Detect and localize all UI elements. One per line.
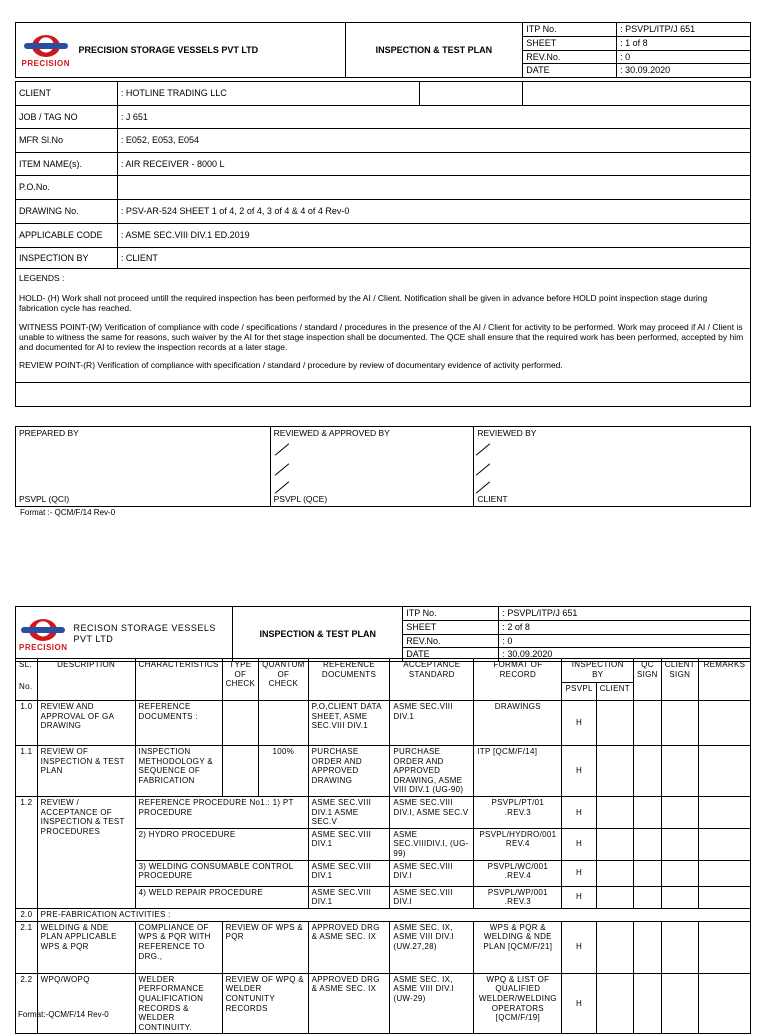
cell-acceptance: ASME SEC.VIII DIV.I [390,860,474,886]
cell-psvpl: H [562,921,596,973]
row-label: DRAWING No. [16,200,118,224]
cell-sl: 1.0 [16,701,38,746]
reviewed-approved-label: REVIEWED & APPROVED BY [273,428,390,438]
meta-label: SHEET [403,620,499,634]
cell-sl: 2.1 [16,921,38,973]
cell-acceptance: ASME SEC.VIIIDIV.I, (UG-99) [390,828,474,860]
meta-value: : PSVPL/ITP/J 651 [499,607,751,621]
prepared-by-label: PREPARED BY [19,428,79,438]
cell-acceptance: ASME SEC.VIII DIV.1 [390,701,474,746]
row-value: : AIR RECEIVER - 8000 L [117,153,750,176]
meta-value: : PSVPL/ITP/J 651 [617,23,751,37]
cell-characteristics: REFERENCE PROCEDURE No1.: 1) PT PROCEDURE [135,796,308,828]
cell-format: ITP [QCM/F/14] [474,746,562,797]
cell-characteristics: REFERENCE DOCUMENTS : [135,701,222,746]
row-value: : ASME SEC.VIII DIV.1 ED.2019 [117,224,750,248]
meta-value: : 1 of 8 [617,36,751,50]
cell-description: REVIEW OF INSPECTION & TEST PLAN [37,746,135,797]
table-row [16,701,751,746]
header-characteristics: CHARACTERISTICS [135,659,222,701]
legend-witness: WITNESS POINT-(W) Verification of compliance with code / specifications / standard / procedures in the presence of the AI / Client for activity to be performed. Work may proceed if AI / Client is unable to witness the same for reasons, such waiver by the AI for thet stage inspection shall be documented. The QCE shall ensure that the required work has been performed, accepted by him and documented for AI to review the inspection records at a later stage. [19,321,744,352]
cell-refdocs: ASME SEC.VIII DIV.1 ASME SEC.V [308,796,390,828]
row-label: INSPECTION BY [16,248,118,269]
header-quantum: QUANTUM OF CHECK [259,659,309,701]
cell-acceptance: ASME SEC.VIII DIV.I, ASME SEC.V [390,796,474,828]
header-sl-text: SL. [19,660,32,669]
row-label: P.O.No. [16,176,118,200]
meta-label: REV.No. [523,50,617,64]
header-psvpl: PSVPL [562,683,596,701]
cell-psvpl: H [562,860,596,886]
legends-title: LEGENDS : [19,273,65,283]
row-label: ITEM NAME(s). [16,153,118,176]
cell-refdocs: ASME SEC.VIII DIV.1 [308,860,390,886]
header-qc-sign: QC SIGN [633,659,661,701]
signature-mark [476,443,490,455]
cell-refdocs: P.O,CLIENT DATA SHEET, ASME SEC.VIII DIV.1 [308,701,390,746]
company-logo [16,607,71,662]
cell-refdocs: ASME SEC.VIII DIV.1 [308,828,390,860]
row-label: CLIENT [16,82,118,106]
sign-client: CLIENT [477,493,508,504]
logo-icon [21,619,65,641]
table-row [16,908,751,921]
cell-sl: 2.0 [16,908,38,921]
prepared-cell [16,427,271,507]
section-title: PRE-FABRICATION ACTIVITIES : [37,908,750,921]
brand-text: PRECISION [19,643,68,653]
cell-format: PSVPL/PT/01 .REV.3 [474,796,562,828]
cell-type [222,701,259,746]
header-acceptance: ACCEPTANCE STANDARD [390,659,474,701]
row-value: : CLIENT [117,248,750,269]
row-value: : HOTLINE TRADING LLC [117,82,419,106]
cell-sl: 1.2 [16,796,38,908]
reviewed-approved-cell [270,427,474,507]
header-remarks: REMARKS [698,659,750,701]
cell-acceptance: PURCHASE ORDER AND APPROVED DRAWING, ASME VIII DIV.1 (UG-90) [390,746,474,797]
cell-psvpl: H [562,973,596,1034]
cell-characteristics: COMPLIANCE OF WPS & PQR WITH REFERENCE TO DRG., [135,921,222,973]
row-value: : E052, E053, E054 [117,129,750,153]
cell-refdocs: APPROVED DRG & ASME SEC. IX [308,921,390,973]
row-label: JOB / TAG NO [16,106,118,129]
cell-refdocs: PURCHASE ORDER AND APPROVED DRAWING [308,746,390,797]
meta-value: : 0 [499,634,751,648]
cell-characteristics: 3) WELDING CONSUMABLE CONTROL PROCEDURE [135,860,308,886]
sign-qce: PSVPL (QCE) [273,493,328,504]
cell-sl: 1.1 [16,746,38,797]
row-value: : J 651 [117,106,750,129]
legends-box [16,269,751,383]
cell-format: WPQ & LIST OF QUALIFIED WELDER/WELDING OPERATORS [QCM/F/19] [474,973,562,1034]
table-row [16,746,751,797]
cell-acceptance: ASME SEC.VIII DIV.I [390,886,474,908]
meta-label: DATE [403,648,499,662]
meta-label: ITP No. [403,607,499,621]
signature-mark [476,463,490,475]
meta-label: SHEET [523,36,617,50]
cell-characteristics: WELDER PERFORMANCE QUALIFICATION RECORDS & WELDER CONTINUITY. [135,973,222,1034]
cell-description: REVIEW / ACCEPTANCE OF INSPECTION & TEST PROCEDURES [37,796,135,908]
meta-label: ITP No. [523,23,617,37]
table-row [16,796,751,828]
sign-qci: PSVPL (QCI) [19,493,70,504]
meta-label: DATE [523,64,617,78]
signature-mark [274,463,288,475]
cell-type: REVIEW OF WPS & PQR [222,921,308,973]
plan-title: INSPECTION & TEST PLAN [233,607,403,662]
cell-psvpl: H [562,828,596,860]
brand-text: PRECISION [21,59,70,69]
cell-characteristics: 4) WELD REPAIR PROCEDURE [135,886,308,908]
legend-review: REVIEW POINT-(R) Verification of compliance with specification / standard / procedure by review of documentary evidence of activity performed. [19,360,563,371]
cell-format: WPS & PQR & WELDING & NDE PLAN [QCM/F/21] [474,921,562,973]
cell-format: PSVPL/HYDRO/001 REV.4 [474,828,562,860]
signature-mark [274,443,288,455]
header-sl [16,659,38,701]
legend-hold: HOLD- (H) Work shall not proceed untill the required inspection has been performed by the AI / Client. Notification shall be given in advance before HOLD point inspection stage during fabrication cycle has reached. [19,293,708,314]
itp-table [15,658,751,1034]
header-format: FORMAT OF RECORD [474,659,562,701]
cell-quantum [259,701,309,746]
cell-type [222,746,259,797]
cell-refdocs: APPROVED DRG & ASME SEC. IX [308,973,390,1034]
plan-title: INSPECTION & TEST PLAN [345,23,523,78]
cell-format: PSVPL/WP/001 .REV.3 [474,886,562,908]
sheet2-header-table [15,606,751,662]
cell-description: WELDING & NDE PLAN APPLICABLE WPS & PQR [37,921,135,973]
meta-value: : 30.09.2020 [499,648,751,662]
header-description: DESCRIPTION [37,659,135,701]
header-refdocs: REFERENCE DOCUMENTS [308,659,390,701]
cell-psvpl: H [562,796,596,828]
format-note: Format:-QCM/F/14 Rev-0 [18,1010,109,1019]
cell-acceptance: ASME SEC. IX, ASME VIII DIV.I (UW.27,28) [390,921,474,973]
row-label: APPLICABLE CODE [16,224,118,248]
cell-format: PSVPL/WC/001 .REV.4 [474,860,562,886]
row-value: : PSV-AR-524 SHEET 1 of 4, 2 of 4, 3 of 4 & 4 of 4 Rev-0 [117,200,750,224]
format-note: Format :- QCM/F/14 Rev-0 [20,508,116,517]
cell-psvpl: H [562,886,596,908]
company-name: RECISON STORAGE VESSELS PVT LTD [71,607,233,662]
meta-value: : 2 of 8 [499,620,751,634]
cell-characteristics: INSPECTION METHODOLOGY & SEQUENCE OF FABRICATION [135,746,222,797]
header-client-sign: CLIENT SIGN [661,659,698,701]
header-inspection-by: INSPECTION BY [562,659,634,683]
company-logo [16,23,76,78]
table-row [16,973,751,1034]
reviewed-cell [474,427,751,507]
cell-quantum: 100% [259,746,309,797]
cell-psvpl: H [562,701,596,746]
header-type: TYPE OF CHECK [222,659,259,701]
reviewed-by-label: REVIEWED BY [477,428,537,438]
header-client: CLIENT [596,683,633,701]
cell-characteristics: 2) HYDRO PROCEDURE [135,828,308,860]
cell-psvpl: H [562,746,596,797]
meta-value: : 0 [617,50,751,64]
cell-refdocs: ASME SEC.VIII DIV.1 [308,886,390,908]
meta-value: : 30.09.2020 [617,64,751,78]
signature-mark [274,481,288,493]
table-row [16,921,751,973]
cell-acceptance: ASME SEC. IX, ASME VIII DIV.I (UW-29) [390,973,474,1034]
cell-sl: 2.2 [16,973,38,1034]
row-value [117,176,750,200]
meta-label: REV.No. [403,634,499,648]
header-no-text: No. [19,681,33,691]
logo-icon [24,35,68,57]
sheet1-signature-table [15,426,751,507]
cell-description: WPQ/WOPQ [37,973,135,1034]
cell-type: REVIEW OF WPQ & WELDER CONTUNITY RECORDS [222,973,308,1034]
cell-description: REVIEW AND APPROVAL OF GA DRAWING [37,701,135,746]
row-label: MFR Sl.No [16,129,118,153]
cell-format: DRAWINGS [474,701,562,746]
company-name: PRECISION STORAGE VESSELS PVT LTD [75,23,345,78]
signature-mark [476,481,490,493]
sheet1-header-table [15,22,751,78]
sheet1-info-table [15,81,751,407]
